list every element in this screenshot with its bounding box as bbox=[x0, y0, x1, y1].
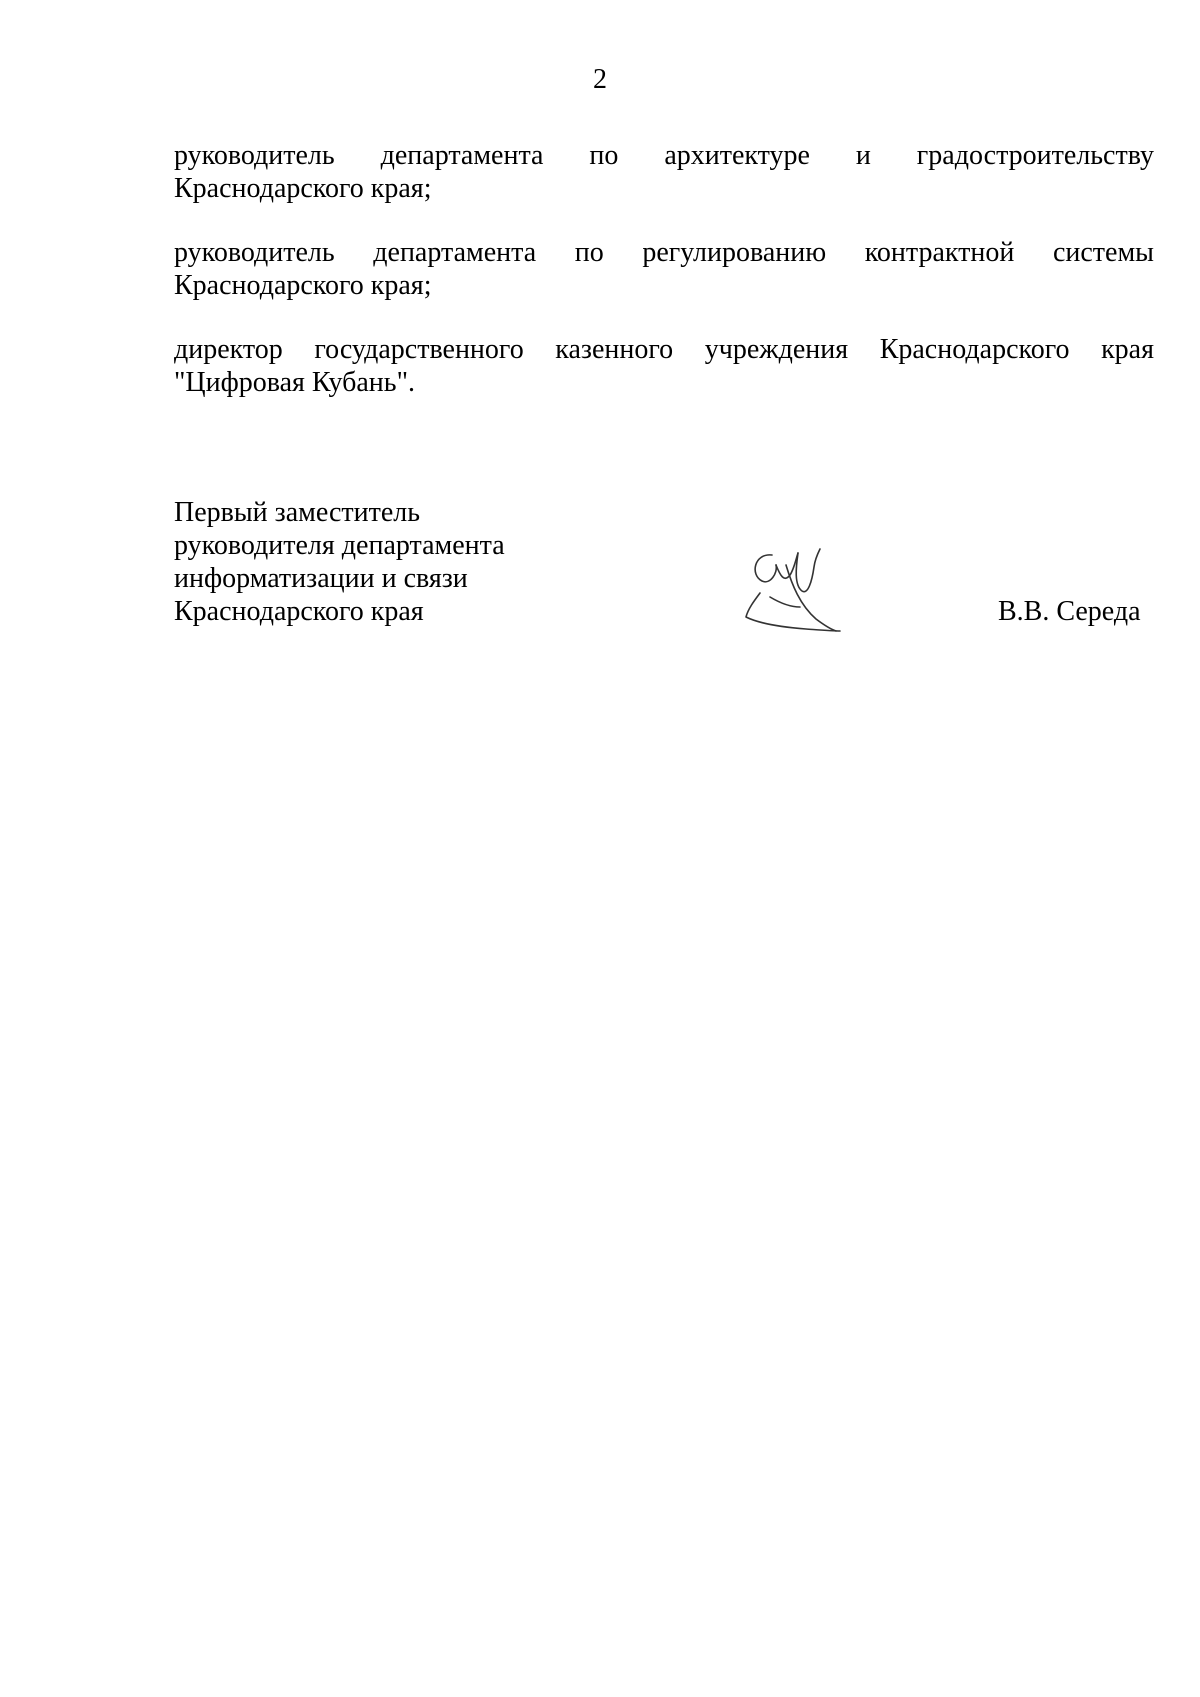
signatory-position-line: руководителя департамента bbox=[174, 530, 505, 561]
paragraph-line: "Цифровая Кубань". bbox=[174, 367, 415, 398]
handwritten-signature bbox=[740, 545, 860, 645]
paragraph-line: Краснодарского края; bbox=[174, 173, 432, 204]
addressee-paragraph-contract-system bbox=[174, 236, 1154, 302]
signatory-position bbox=[174, 496, 505, 628]
signatory-position-line: Первый заместитель bbox=[174, 497, 421, 528]
signatory-position-line: Краснодарского края bbox=[174, 596, 424, 627]
paragraph-line: Краснодарского края; bbox=[174, 270, 432, 301]
page-number: 2 bbox=[593, 64, 607, 95]
addressee-paragraph-digital-kuban bbox=[174, 333, 1154, 399]
paragraph-line: директор государственного казенного учреждения Краснодарского края bbox=[174, 334, 1154, 365]
signatory-name: В.В. Середа bbox=[998, 596, 1141, 627]
signatory-position-line: информатизации и связи bbox=[174, 563, 468, 594]
paragraph-line: руководитель департамента по регулированию контрактной системы bbox=[174, 237, 1154, 268]
paragraph-line: руководитель департамента по архитектуре и градостроительству bbox=[174, 140, 1154, 171]
addressee-paragraph-architecture bbox=[174, 139, 1154, 205]
